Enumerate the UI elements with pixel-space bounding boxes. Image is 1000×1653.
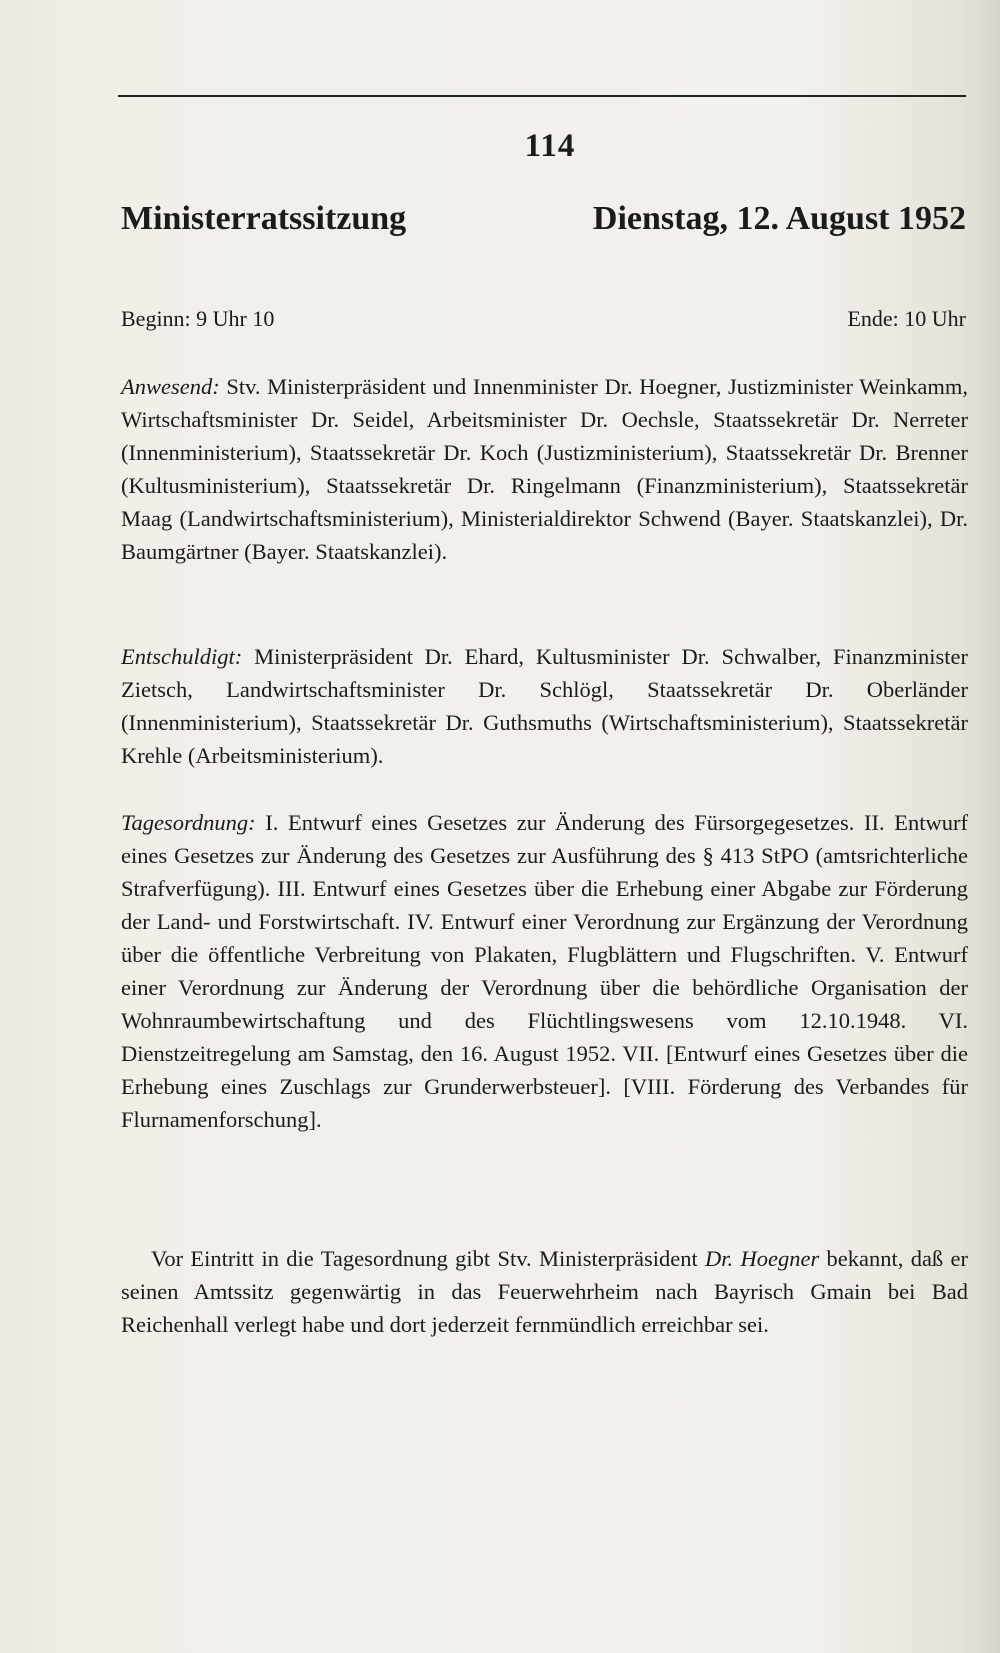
excused-paragraph [121,640,968,772]
agenda-paragraph [121,806,968,1136]
session-title: Ministerratssitzung [121,200,407,237]
session-times [121,306,966,332]
attendees-label: Anwesend: [121,374,220,399]
intro-text-after: bekannt, daß er seinen Amtssitz gegenwärtig in das Feuerwehrheim nach Bayrisch Gmain bei Bad Reichenhall verlegt habe und dort jederzeit fernmündlich erreichbar sei. [121,1246,968,1337]
agenda-label: Tagesordnung: [121,810,256,835]
header-rule [118,95,966,97]
end-time: Ende: 10 Uhr [847,306,966,331]
intro-text-before: Vor Eintritt in die Tagesordnung gibt Stv. Ministerpräsident [151,1246,706,1271]
excused-label: Entschuldigt: [121,644,243,669]
session-date: Dienstag, 12. August 1952 [592,200,966,237]
intro-paragraph [121,1242,968,1341]
attendees-text: Stv. Ministerpräsident und Innenminister Dr. Hoegner, Justizminister Weinkamm, Wirtschaftsminister Dr. Seidel, Arbeitsminister Dr. Oechsle, Staatssekretär Dr. Nerreter (Innenministerium), Staatssekretär Dr. Koch (Justizministerium), Staatssekretär Dr. Brenner (Kultusministerium), Staatssekretär Dr. Ringelmann (Finanzministerium), Staatssekretär Maag (Landwirtschaftsministerium), Ministerialdirektor Schwend (Bayer. Staatskanzlei), Dr. Baumgärtner (Bayer. Staatskanzlei). [121,374,968,564]
excused-text: Ministerpräsident Dr. Ehard, Kultusminister Dr. Schwalber, Finanzminister Zietsch, Landwirtschaftsminister Dr. Schlögl, Staatssekretär Dr. Oberländer (Innenministerium), Staatssekretär Dr. Guthsmuths (Wirtschaftsministerium), Staatssekretär Krehle (Arbeitsministerium). [121,644,968,768]
agenda-text: I. Entwurf eines Gesetzes zur Änderung des Fürsorgegesetzes. II. Entwurf eines Gesetzes zur Änderung des Gesetzes zur Ausführung des § 413 StPO (amtsrichterliche Strafverfügung). III. Entwurf eines Gesetzes über die Erhebung einer Abgabe zur Förderung der Land- und Forstwirtschaft. IV. Entwurf einer Verordnung zur Ergänzung der Verordnung über die öffentliche Verbreitung von Plakaten, Flugblättern und Flugschriften. V. Entwurf einer Verordnung zur Änderung der Verordnung über die behördliche Organisation der Wohnraumbewirtschaftung und des Flüchtlingswesens vom 12.10.1948. VI. Dienstzeitregelung am Samstag, den 16. August 1952. VII. [Entwurf eines Gesetzes über die Erhebung eines Zuschlags zur Grunderwerbsteuer]. [VIII. Förderung des Verbandes für Flurnamenforschung]. [121,810,968,1132]
document-number: 114 [524,128,576,164]
attendees-paragraph [121,370,968,568]
intro-name: Dr. Hoegner [705,1246,820,1271]
session-title-row [121,200,966,238]
begin-time: Beginn: 9 Uhr 10 [121,306,275,331]
